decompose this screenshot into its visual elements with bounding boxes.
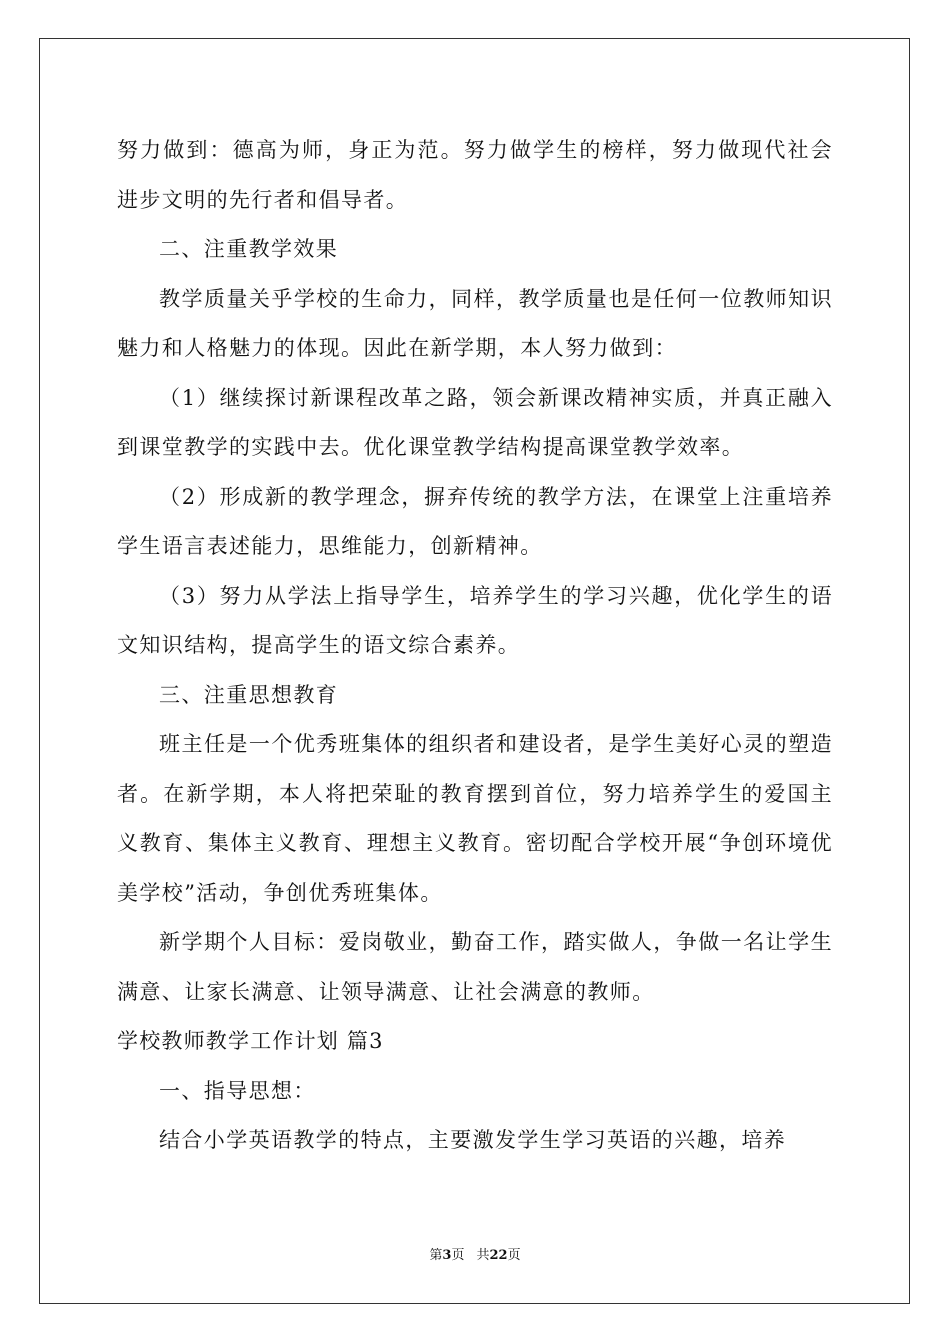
paragraph-continuation: 努力做到：德高为师，身正为范。努力做学生的榜样，努力做现代社会进步文明的先行者和倡导者。	[117, 138, 833, 212]
heading-guiding-ideology: 一、指导思想：	[159, 1078, 316, 1103]
footer-total-suffix: 页	[507, 1248, 521, 1263]
document-body	[117, 126, 833, 1166]
footer-page-suffix: 页	[451, 1248, 465, 1263]
paragraph-personal-goal: 新学期个人目标：爱岗敬业，勤奋工作，踏实做人，争做一名让学生满意、让家长满意、让领导满意、让社会满意的教师。	[117, 930, 833, 1004]
heading-moral-education: 三、注重思想教育	[159, 682, 339, 707]
page-footer	[0, 1247, 950, 1265]
footer-page-number: 3	[442, 1248, 452, 1263]
section-title: 学校教师教学工作计划 篇3	[117, 1029, 384, 1053]
heading-teaching-effect: 二、注重教学效果	[159, 237, 339, 261]
footer-total-prefix: 共	[476, 1248, 490, 1263]
paragraph-item-1: （1）继续探讨新课程改革之路，领会新课改精神实质，并真正融入到课堂教学的实践中去。优化课堂教学结构提高课堂教学效率。	[117, 385, 833, 459]
paragraph-class-teacher: 班主任是一个优秀班集体的组织者和建设者，是学生美好心灵的塑造者。在新学期，本人将把荣耻的教育摆到首位，努力培养学生的爱国主义教育、集体主义教育、理想主义教育。密切配合学校开展“争创环境优美学校”活动，争创优秀班集体。	[117, 732, 833, 905]
paragraph-item-2: （2）形成新的教学理念，摒弃传统的教学方法，在课堂上注重培养学生语言表述能力，思维能力，创新精神。	[117, 484, 833, 558]
footer-total-number: 22	[489, 1248, 508, 1263]
paragraph-teaching-quality: 教学质量关乎学校的生命力，同样，教学质量也是任何一位教师知识魅力和人格魅力的体现。因此在新学期，本人努力做到：	[117, 286, 833, 360]
paragraph-english-teaching: 结合小学英语教学的特点，主要激发学生学习英语的兴趣，培养	[159, 1128, 787, 1152]
paragraph-item-3: （3）努力从学法上指导学生，培养学生的学习兴趣，优化学生的语文知识结构，提高学生的语文综合素养。	[117, 583, 833, 657]
footer-page-prefix: 第	[429, 1248, 443, 1263]
